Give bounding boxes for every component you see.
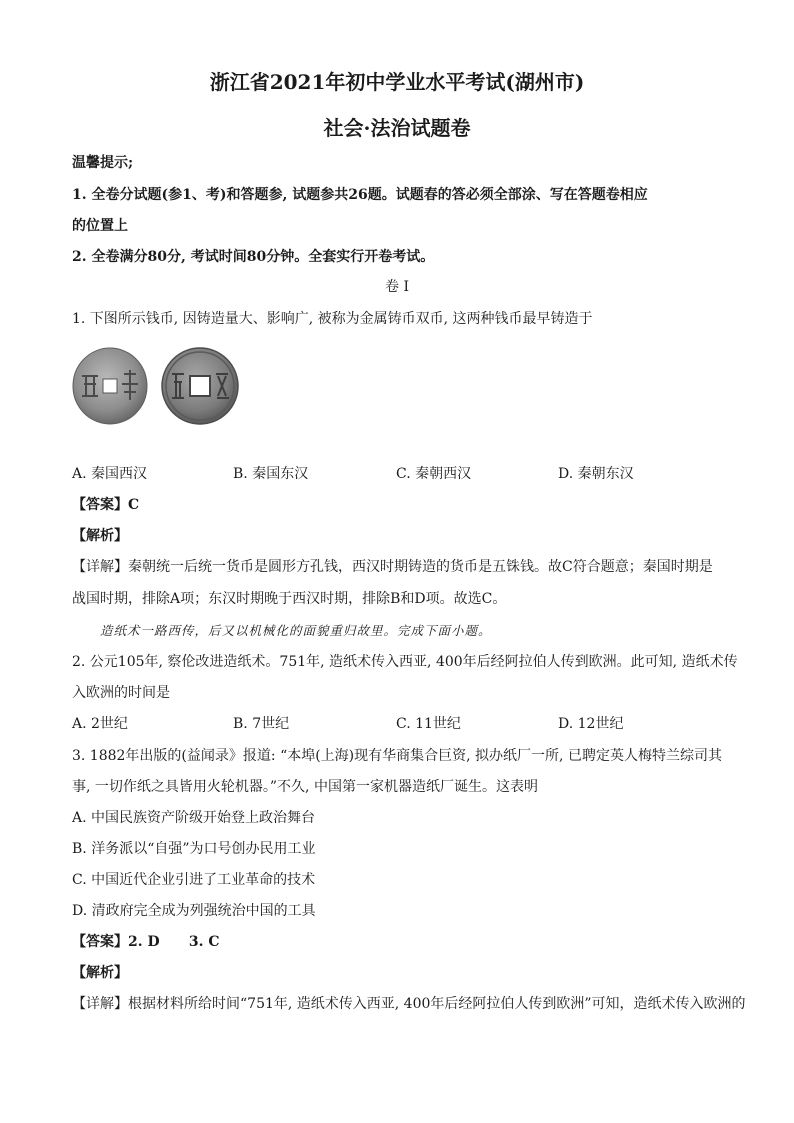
q2-stem-line-2: 入欧洲的时间是 bbox=[72, 685, 170, 701]
q3-option-d: D. 清政府完全成为列强统治中国的工具 bbox=[72, 903, 316, 919]
material-text: 造纸术一路西传，后又以机械化的面貌重归故里。完成下面小题。 bbox=[100, 623, 492, 638]
q1-stem: 1. 下图所示钱币, 因铸造量大、影响广, 被称为金属铸币双币, 这两种钱币最早铸造于 bbox=[72, 311, 593, 327]
page-subtitle: 社会·法治试题卷 bbox=[323, 116, 471, 140]
q1-answer: 【答案】C bbox=[72, 497, 140, 513]
q3-detail-line-1: 【详解】根据材料所给时间“751年, 造纸术传入西亚, 400年后经阿拉伯人传到欧洲”可知，造纸术传入欧洲的 bbox=[72, 996, 746, 1012]
q3-stem-line-2: 事, 一切作纸之具皆用火轮机器。”不久, 中国第一家机器造纸厂诞生。这表明 bbox=[72, 779, 538, 795]
banliang-coin-icon bbox=[73, 348, 147, 424]
section-label: 卷 I bbox=[385, 279, 409, 295]
q1-option-d: D. 秦朝东汉 bbox=[558, 466, 634, 482]
q3-option-a: A. 中国民族资产阶级开始登上政治舞台 bbox=[72, 810, 316, 826]
q2-option-b: B. 7世纪 bbox=[233, 716, 290, 732]
notice-item-2: 2. 全卷满分80分, 考试时间80分钟。全套实行开卷考试。 bbox=[72, 249, 435, 265]
q2-option-d: D. 12世纪 bbox=[558, 716, 624, 732]
page-title: 浙江省2021年初中学业水平考试(湖州市) bbox=[209, 70, 585, 94]
q2-option-a: A. 2世纪 bbox=[72, 716, 128, 732]
q1-option-c: C. 秦朝西汉 bbox=[396, 466, 472, 482]
q2-option-c: C. 11世纪 bbox=[396, 716, 461, 732]
q1-detail-line-1: 【详解】秦朝统一后统一货币是圆形方孔钱，西汉时期铸造的货币是五铢钱。故C符合题意；秦国时期是 bbox=[72, 559, 713, 575]
q3-option-b: B. 洋务派以“自强”为口号创办民用工业 bbox=[72, 841, 316, 857]
q3-analysis-label: 【解析】 bbox=[72, 965, 128, 981]
q1-detail-line-2: 战国时期，排除A项；东汉时期晚于西汉时期，排除B和D项。故选C。 bbox=[72, 591, 507, 607]
q1-option-a: A. 秦国西汉 bbox=[72, 466, 148, 482]
notice-heading: 温馨提示; bbox=[72, 155, 134, 171]
q2-stem-line-1: 2. 公元105年, 察伦改进造纸术。751年, 造纸术传入西亚, 400年后经阿拉伯人传到欧洲。此可知, 造纸术传 bbox=[72, 654, 738, 670]
notice-item-1-line-1: 1. 全卷分试题(参1、考)和答题参, 试题参共26题。试题春的答必须全部涂、写在答题卷相应 bbox=[72, 187, 648, 203]
q3-option-c: C. 中国近代企业引进了工业革命的技术 bbox=[72, 872, 316, 888]
q1-analysis-label: 【解析】 bbox=[72, 528, 128, 544]
q3-answer: 【答案】2. D 3. C bbox=[72, 934, 220, 950]
coin-images bbox=[72, 346, 242, 426]
q3-stem-line-1: 3. 1882年出版的(益闻录》报道: “本埠(上海)现有华商集合巨资, 拟办纸厂一所, 已聘定英人梅特兰综司其 bbox=[72, 748, 722, 764]
notice-item-1-line-2: 的位置上 bbox=[72, 218, 128, 234]
q1-option-b: B. 秦国东汉 bbox=[233, 466, 309, 482]
wuzhu-coin-icon bbox=[162, 348, 238, 424]
coins-figure bbox=[72, 346, 242, 426]
